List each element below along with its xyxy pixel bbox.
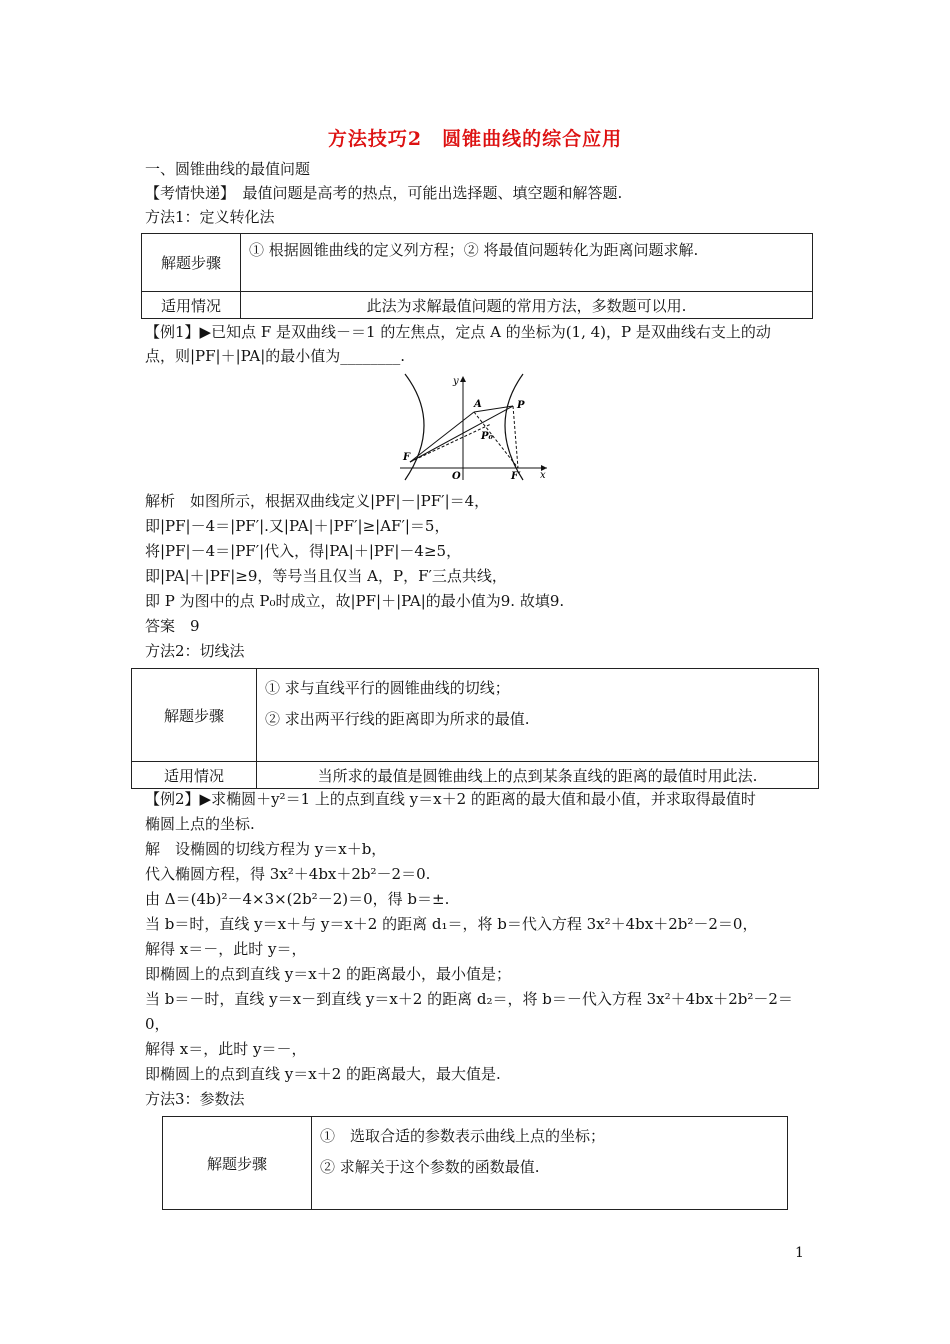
label-x: x [540, 470, 546, 481]
hyperbola-figure [395, 372, 550, 482]
solution-2-line9: 解得 x＝，此时 y＝－， [145, 1040, 307, 1058]
table3-step-2: ② 求解关于这个参数的函数最值. [320, 1158, 540, 1176]
table3-step-1: ① 选取合适的参数表示曲线上点的坐标； [320, 1127, 606, 1145]
solution-1-line2: 即|PF|－4＝|PF′|.又|PA|＋|PF′|≥|AF′|＝5， [145, 517, 450, 535]
line-FA [410, 412, 474, 462]
page-title: 方法技巧2 圆锥曲线的综合应用 [327, 128, 623, 150]
right-branch [505, 374, 523, 480]
solution-2-line2: 代入椭圆方程，得 3x²＋4bx＋2b²－2＝0. [145, 865, 431, 883]
example-2-line1: 【例2】▶求椭圆＋y²＝1 上的点到直线 y＝x＋2 的距离的最大值和最小值，并求取得最值时 [145, 790, 756, 808]
method-1-table [141, 233, 813, 319]
answer-1: 答案 9 [145, 617, 200, 635]
example-1-line1: 【例1】▶已知点 F 是双曲线－＝1 的左焦点，定点 A 的坐标为(1, 4)，P 是双曲线右支上的动 [145, 323, 771, 341]
label-A: A [474, 399, 482, 410]
solution-2-line7: 当 b＝－时，直线 y＝x－到直线 y＝x＋2 的距离 d₂＝，将 b＝－代入方程 3x²＋4bx＋2b²－2＝ [145, 990, 793, 1008]
table2-step-1: ① 求与直线平行的圆锥曲线的切线； [265, 679, 510, 697]
table1-step-value: ① 根据圆锥曲线的定义列方程；② 将最值问题转化为距离问题求解. [241, 234, 813, 292]
label-P: P [517, 400, 525, 411]
example-2-line2: 椭圆上点的坐标. [145, 815, 255, 833]
solution-2-line4: 当 b＝时，直线 y＝x＋与 y＝x＋2 的距离 d₁＝，将 b＝代入方程 3x²＋4bx＋2b²－2＝0， [145, 915, 758, 933]
method-2-table [131, 668, 819, 789]
table1-step-header: 解题步骤 [142, 234, 241, 292]
left-branch [405, 374, 424, 480]
solution-2-line6: 即椭圆上的点到直线 y＝x＋2 的距离最小，最小值是； [145, 965, 512, 983]
method-1-heading: 方法1：定义转化法 [145, 208, 275, 226]
label-O: O [452, 471, 461, 482]
label-P0: P₀ [481, 431, 493, 442]
example-1-line2: 点，则|PF|＋|PA|的最小值为________. [145, 347, 406, 365]
method-3-heading: 方法3：参数法 [145, 1090, 245, 1108]
table1-usage-header: 适用情况 [142, 292, 241, 319]
line-PF2 [513, 406, 518, 468]
solution-2-line10: 即椭圆上的点到直线 y＝x＋2 的距离最大，最大值是. [145, 1065, 501, 1083]
section-heading: 一、圆锥曲线的最值问题 [145, 160, 311, 178]
table2-usage-value: 当所求的最值是圆锥曲线上的点到某条直线的距离的最值时用此法. [257, 762, 819, 789]
table3-step-header: 解题步骤 [163, 1117, 312, 1210]
solution-1-line4: 即|PA|＋|PF|≥9，等号当且仅当 A，P，F′三点共线， [145, 567, 507, 585]
label-y: y [453, 376, 459, 387]
table1-usage-value: 此法为求解最值问题的常用方法，多数题可以用. [241, 292, 813, 319]
line-FP [410, 406, 513, 462]
solution-1-line1: 解析 如图所示，根据双曲线定义|PF|－|PF′|＝4， [145, 492, 490, 510]
label-F: F [403, 452, 411, 463]
table2-step-2: ② 求出两平行线的距离即为所求的最值. [265, 710, 530, 728]
method-2-heading: 方法2：切线法 [145, 642, 245, 660]
label-F2: F′ [511, 471, 521, 482]
solution-1-line3: 将|PF|－4＝|PF′|代入，得|PA|＋|PF|－4≥5， [145, 542, 462, 560]
solution-2-line8: 0， [145, 1015, 170, 1033]
exam-trend-text: 【考情快递】 最值问题是高考的热点，可能出选择题、填空题和解答题. [145, 184, 623, 202]
table2-usage-header: 适用情况 [132, 762, 257, 789]
method-3-table [162, 1116, 788, 1210]
table2-step-header: 解题步骤 [132, 669, 257, 762]
solution-1-line5: 即 P 为图中的点 P₀时成立，故|PF|＋|PA|的最小值为9. 故填9. [145, 592, 565, 610]
solution-2-line5: 解得 x＝－，此时 y＝， [145, 940, 307, 958]
solution-2-line3: 由 Δ＝(4b)²－4×3×(2b²－2)＝0，得 b＝±. [145, 890, 450, 908]
solution-2-line1: 解 设椭圆的切线方程为 y＝x＋b， [145, 840, 387, 858]
page-number: 1 [795, 1245, 804, 1261]
